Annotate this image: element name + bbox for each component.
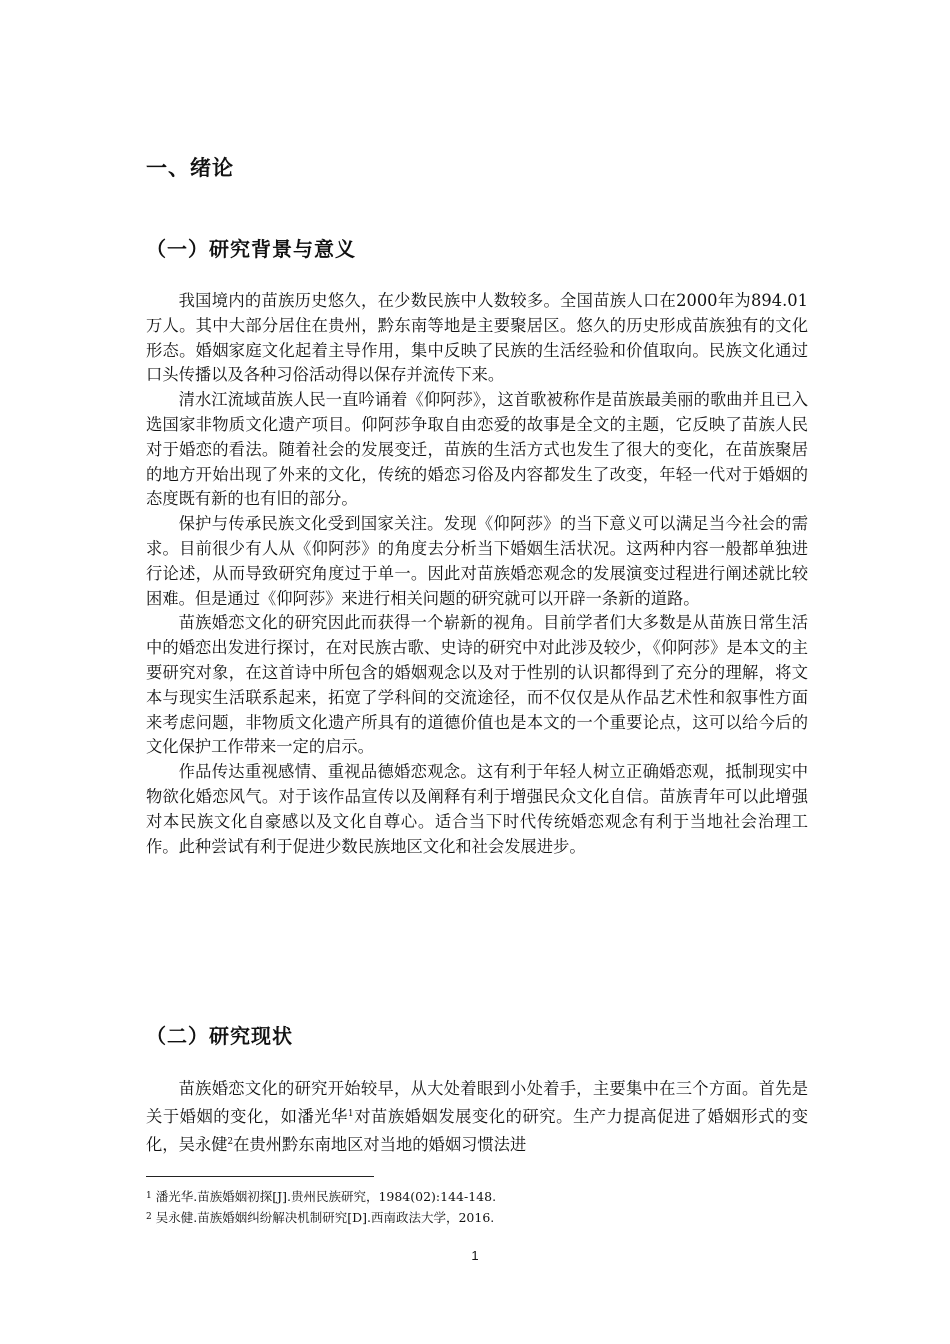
footnote-text: 吴永健.苗族婚姻纠纷解决机制研究[D].西南政法大学，2016. bbox=[155, 1210, 495, 1225]
paragraph bbox=[146, 1077, 808, 1157]
paragraph-text: 在贵州黔东南地区对当地的婚姻习惯法进 bbox=[233, 1134, 527, 1154]
page-number: 1 bbox=[471, 1248, 479, 1263]
paragraph: 我国境内的苗族历史悠久，在少数民族中人数较多。全国苗族人口在2000年为894.01万人。其中大部分居住在贵州，黔东南等地是主要聚居区。悠久的历史形成苗族独有的文化形态。婚姻家庭文化起着主导作用，集中反映了民族的生活经验和价值取向。民族文化通过口头传播以及各种习俗活动得以保存并流传下来。 bbox=[146, 291, 808, 385]
footnote-text: 潘光华.苗族婚姻初探[J].贵州民族研究，1984(02):144-148. bbox=[155, 1189, 497, 1204]
section-body-background bbox=[146, 289, 808, 859]
section-body-status bbox=[146, 1077, 808, 1157]
footnote-reference[interactable]: 2 bbox=[227, 1136, 234, 1147]
paragraph: 清水江流域苗族人民一直吟诵着《仰阿莎》，这首歌被称作是苗族最美丽的歌曲并且已入选国家非物质文化遗产项目。仰阿莎争取自由恋爱的故事是全文的主题，它反映了苗族人民对于婚恋的看法。随着社会的发展变迁，苗族的生活方式也发生了很大的变化，在苗族聚居的地方开始出现了外来的文化，传统的婚恋习俗及内容都发生了改变，年轻一代对于婚姻的态度既有新的也有旧的部分。 bbox=[146, 390, 808, 509]
footnote-reference[interactable]: 1 bbox=[347, 1108, 354, 1119]
paragraph-text: 苗族婚恋文化的研究开始较早，从大处着眼到小处着手，主要集中在三个方面。首先是关于婚姻的变化，如潘光华 bbox=[146, 1079, 808, 1126]
footnote-separator bbox=[146, 1176, 374, 1177]
paragraph: 苗族婚恋文化的研究因此而获得一个崭新的视角。目前学者们大多数是从苗族日常生活中的婚恋出发进行探讨，在对民族古歌、史诗的研究中对此涉及较少，《仰阿莎》是本文的主要研究对象，在这首诗中所包含的婚姻观念以及对于性别的认识都得到了充分的理解，将文本与现实生活联系起来，拓宽了学科间的交流途径，而不仅仅是从作品艺术性和叙事性方面来考虑问题，非物质文化遗产所具有的道德价值也是本文的一个重要论点，这可以给今后的文化保护工作带来一定的启示。 bbox=[146, 613, 808, 757]
footnotes bbox=[146, 1186, 808, 1228]
chapter-heading: 一、绪论 bbox=[146, 156, 234, 180]
section-heading-status: （二）研究现状 bbox=[146, 1024, 293, 1048]
footnote-mark: 1 bbox=[146, 1191, 152, 1201]
footnote bbox=[146, 1186, 808, 1207]
footnote bbox=[146, 1207, 808, 1228]
paragraph: 作品传达重视感情、重视品德婚恋观念。这有利于年轻人树立正确婚恋观，抵制现实中物欲化婚恋风气。对于该作品宣传以及阐释有利于增强民众文化自信。苗族青年可以此增强对本民族文化自豪感以及文化自尊心。适合当下时代传统婚恋观念有利于当地社会治理工作。此种尝试有利于促进少数民族地区文化和社会发展进步。 bbox=[146, 762, 808, 856]
section-heading-background: （一）研究背景与意义 bbox=[146, 237, 356, 261]
paragraph: 保护与传承民族文化受到国家关注。发现《仰阿莎》的当下意义可以满足当今社会的需求。目前很少有人从《仰阿莎》的角度去分析当下婚姻生活状况。这两种内容一般都单独进行论述，从而导致研究角度过于单一。因此对苗族婚恋观念的发展演变过程进行阐述就比较困难。但是通过《仰阿莎》来进行相关问题的研究就可以开辟一条新的道路。 bbox=[146, 514, 808, 608]
footnote-mark: 2 bbox=[146, 1212, 152, 1222]
paragraph-text: 对苗族婚姻发展变化的研究。生产力提高促进了婚姻形式的变化，吴永健 bbox=[146, 1106, 808, 1154]
